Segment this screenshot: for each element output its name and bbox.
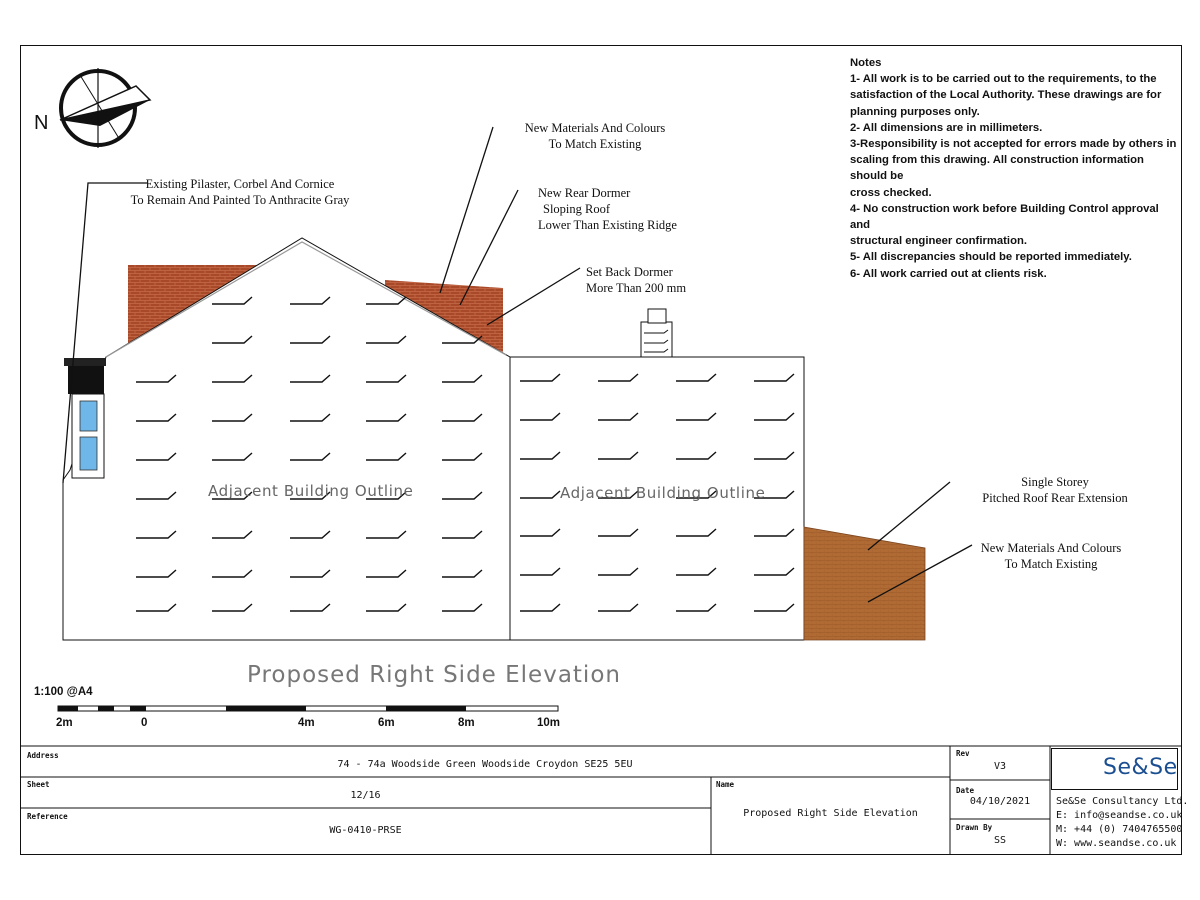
scale-ratio: 1:100 @A4 [34, 686, 93, 698]
annotation-line: More Than 200 mm [586, 281, 687, 295]
annotation-line: Pitched Roof Rear Extension [982, 491, 1128, 505]
note-line: 4- No construction work before Building Control approval and [850, 202, 1159, 232]
note-line: 2- All dimensions are in millimeters. [850, 121, 1043, 134]
company-name: Se&Se Consultancy Ltd. [1056, 796, 1189, 807]
date-value: 04/10/2021 [969, 796, 1031, 807]
pilaster-corbel [64, 358, 106, 478]
name-caption: Name [716, 780, 735, 789]
annotation-set-back [586, 264, 686, 296]
reference-caption: Reference [27, 812, 68, 821]
annotation-line: Lower Than Existing Ridge [538, 218, 677, 232]
note-line: 5- All discrepancies should be reported immediately. [850, 251, 1132, 264]
annotation-line: New Materials And Colours [524, 121, 666, 135]
annotation-line: New Materials And Colours [980, 541, 1122, 555]
annotation-materials-top [505, 120, 685, 152]
elevation-title: Proposed Right Side Elevation [247, 662, 621, 688]
general-notes [850, 55, 1180, 282]
note-line: satisfaction of the Local Authority. These drawings are for [850, 89, 1162, 102]
scale-tick: 2m [56, 717, 73, 729]
scale-tick: 10m [537, 717, 561, 729]
scale-tick: 0 [141, 717, 148, 729]
annotation-rear-dormer [538, 185, 677, 233]
name-value: Proposed Right Side Elevation [743, 808, 918, 819]
drawn-by-value: SS [993, 835, 1007, 846]
note-line: 6- All work carried out at clients risk. [850, 267, 1047, 280]
note-line: planning purposes only. [850, 105, 980, 118]
annotation-line: To Match Existing [1004, 557, 1098, 571]
annotation-line: Existing Pilaster, Corbel And Cornice [145, 177, 335, 191]
annotation-line: New Rear Dormer [538, 186, 631, 200]
annotation-line: Single Storey [1021, 475, 1089, 489]
adjacent-building-label-left: Adjacent Building Outline [208, 482, 414, 500]
annotation-line: To Remain And Painted To Anthracite Gray [130, 193, 350, 207]
annotation-pilaster [130, 176, 350, 208]
note-line: scaling from this drawing. All construction information should be [850, 154, 1144, 183]
note-line: 3-Responsibility is not accepted for errors made by others in [850, 138, 1177, 151]
north-label: N [34, 112, 49, 134]
address-value: 74 - 74a Woodside Green Woodside Croydon SE25 5EU [337, 759, 633, 770]
company-email: E: info@seandse.co.uk [1056, 810, 1183, 821]
annotation-line: Set Back Dormer [586, 265, 673, 279]
rev-caption: Rev [956, 749, 970, 758]
company-logo [1051, 748, 1178, 790]
chimney [641, 309, 672, 357]
north-arrow-icon [60, 68, 150, 148]
sheet-caption: Sheet [27, 780, 50, 789]
scale-tick: 6m [378, 717, 395, 729]
annotation-line: To Match Existing [548, 137, 642, 151]
annotation-materials-bottom [966, 540, 1136, 572]
adjacent-building-label-right: Adjacent Building Outline [560, 484, 766, 502]
rev-value: V3 [993, 761, 1007, 772]
annotation-single-storey [970, 474, 1140, 506]
company-phone: M: +44 (0) 7404765500 [1056, 824, 1183, 835]
scale-bar [58, 706, 558, 711]
drawn-by-caption: Drawn By [956, 823, 993, 832]
annotation-line: Sloping Roof [543, 202, 611, 216]
logo-text: Se&Se [1103, 755, 1178, 780]
date-caption: Date [956, 786, 975, 795]
company-details [1056, 795, 1188, 851]
sheet-value: 12/16 [350, 790, 381, 801]
note-line: 1- All work is to be carried out to the requirements, to the [850, 73, 1157, 86]
rear-extension [804, 527, 925, 640]
note-line: structural engineer confirmation. [850, 235, 1028, 248]
company-web: W: www.seandse.co.uk [1056, 838, 1177, 849]
scale-tick: 8m [458, 717, 475, 729]
notes-title: Notes [850, 57, 882, 69]
note-line: cross checked. [850, 186, 932, 199]
scale-tick: 4m [298, 717, 315, 729]
address-caption: Address [27, 751, 59, 760]
reference-value: WG-0410-PRSE [329, 825, 402, 836]
